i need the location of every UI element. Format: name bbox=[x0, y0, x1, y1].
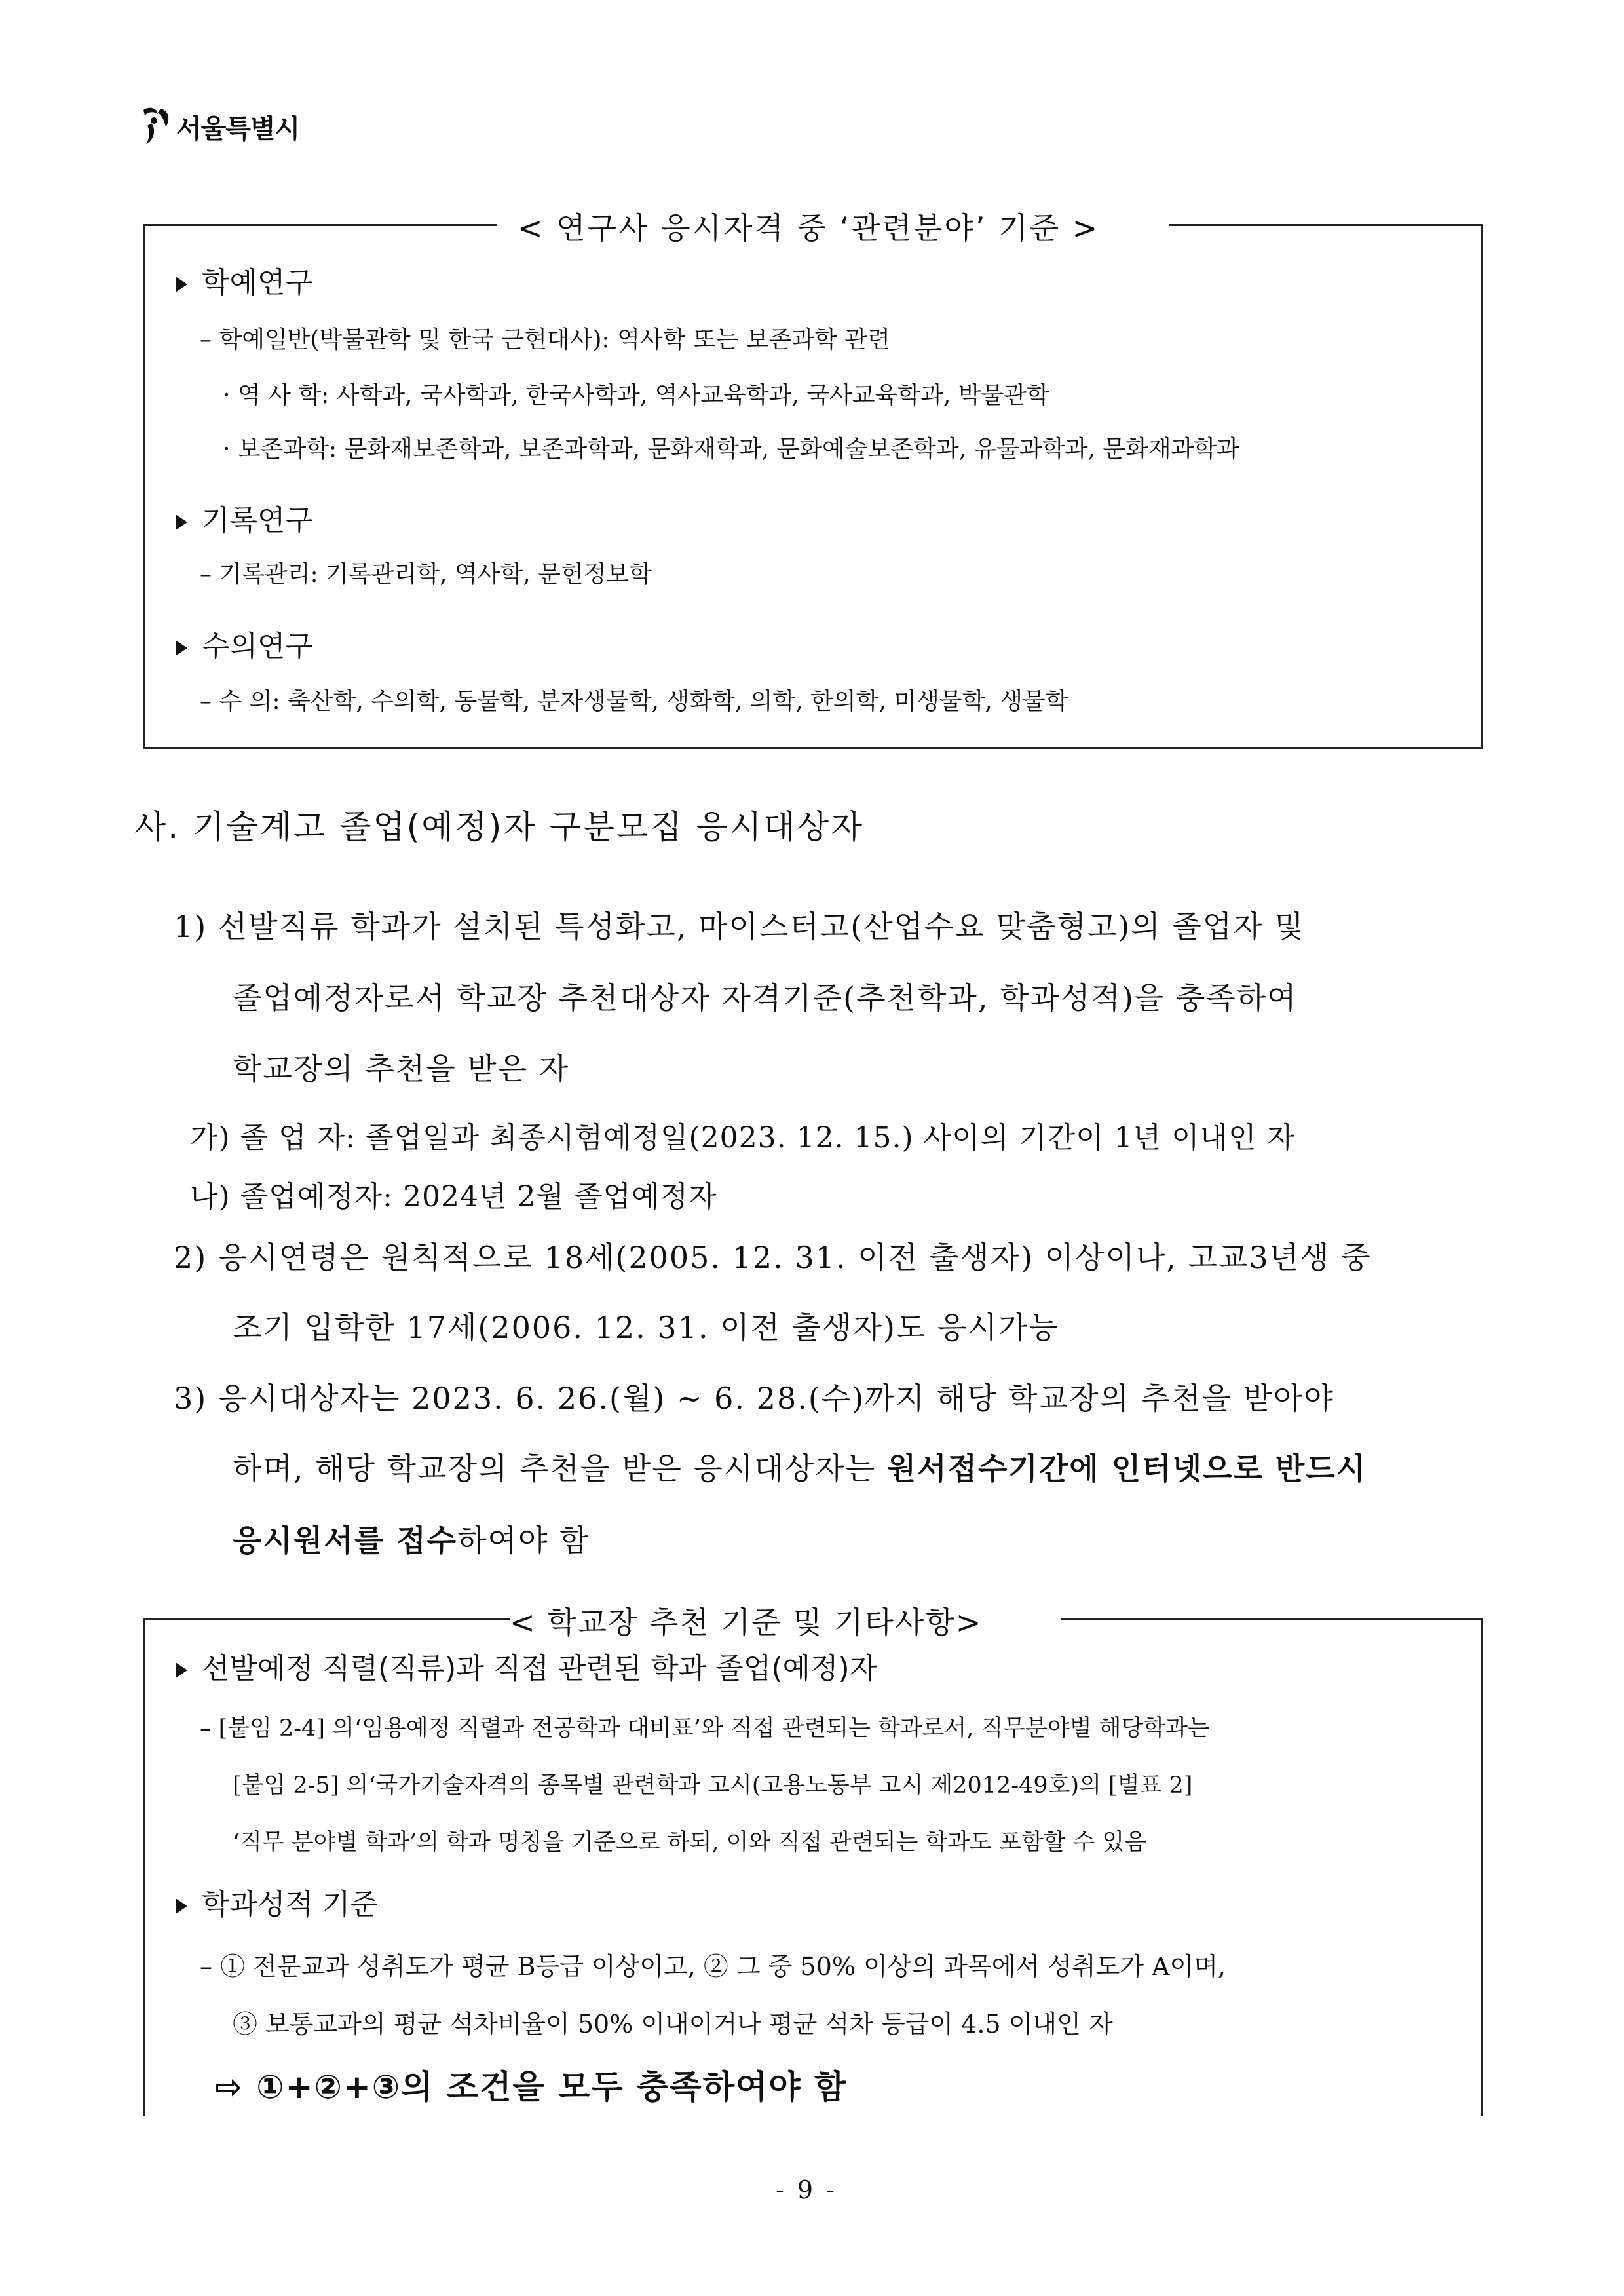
item3-emphasis: 응시원서를 접수 bbox=[233, 1523, 458, 1558]
box1-heading-veterinary: 수의연구 bbox=[176, 622, 313, 664]
triangle-bullet-icon bbox=[176, 514, 187, 530]
triangle-bullet-icon bbox=[176, 640, 187, 656]
recommendation-criteria-box bbox=[143, 1618, 1483, 2116]
page-number: - 9 - bbox=[776, 2175, 838, 2204]
box1-line: · 보존과학: 문화재보존학과, 보존과학과, 문화재학과, 문화예술보존학과, 유물과학과, 문화재과학과 bbox=[223, 436, 1239, 463]
box1-line: – 기록관리: 기록관리학, 역사학, 문헌정보학 bbox=[200, 561, 652, 588]
box1-line: – 학예일반(박물관학 및 한국 근현대사): 역사학 또는 보존과학 관련 bbox=[200, 326, 890, 353]
sub-item-na: 나) 졸업예정자: 2024년 2월 졸업예정자 bbox=[190, 1180, 717, 1214]
triangle-bullet-icon bbox=[176, 277, 187, 292]
item3-line3: 응시원서를 접수하여야 함 bbox=[233, 1523, 590, 1558]
section-title: 사. 기술계고 졸업(예정)자 구분모집 응시대상자 bbox=[134, 808, 865, 846]
item1-line2: 졸업예정자로서 학교장 추천대상자 자격기준(추천학과, 학과성적)을 충족하여 bbox=[233, 980, 1298, 1016]
box2-top-border-right bbox=[1061, 1618, 1481, 1620]
header-logo bbox=[134, 104, 299, 149]
box2-conclusion: ⇨ ①+②+③의 조건을 모두 충족하여야 함 bbox=[215, 2068, 848, 2106]
box1-heading-records: 기록연구 bbox=[176, 497, 313, 539]
box2-line: – [붙임 2-4] 의‘임용예정 직렬과 전공학과 대비표’와 직접 관련되는 학과로서, 직무분야별 해당학과는 bbox=[200, 1715, 1210, 1742]
box1-heading-curatorial: 학예연구 bbox=[176, 259, 313, 301]
box2-line: – ① 전문교과 성취도가 평균 B등급 이상이고, ② 그 중 50% 이상의 과목에서 성취도가 A이며, bbox=[200, 1952, 1226, 1981]
box2-line: ③ 보통교과의 평균 석차비율이 50% 이내이거나 평균 석차 등급이 4.5 이내인 자 bbox=[233, 2010, 1113, 2038]
item3-emphasis: 원서접수기간에 인터넷으로 반드시 bbox=[886, 1451, 1367, 1486]
box2-line: ‘직무 분야별 학과’의 학과 명칭을 기준으로 하되, 이와 직접 관련되는 학과도 포함할 수 있음 bbox=[233, 1829, 1147, 1856]
item2-line2: 조기 입학한 17세(2006. 12. 31. 이전 출생자)도 응시가능 bbox=[233, 1310, 1059, 1345]
box1-top-border-left bbox=[143, 224, 497, 226]
box1-top-border-right bbox=[1169, 224, 1481, 226]
org-name: 서울특별시 bbox=[176, 113, 300, 144]
box2-line: [붙임 2-5] 의‘국가기술자격의 종목별 관련학과 고시(고용노동부 고시 제2012-49호)의 [별표 2] bbox=[233, 1772, 1193, 1799]
item3-line2: 하며, 해당 학교장의 추천을 받은 응시대상자는 원서접수기간에 인터넷으로 반드시 bbox=[233, 1451, 1367, 1486]
item1-line3: 학교장의 추천을 받은 자 bbox=[233, 1051, 570, 1086]
qualification-criteria-box bbox=[143, 224, 1483, 749]
item1-line1: 1) 선발직류 학과가 설치된 특성화고, 마이스터고(산업수요 맞춤형고)의 졸업자 및 bbox=[174, 909, 1305, 944]
box2-top-border-left bbox=[143, 1618, 510, 1620]
box1-line: – 수 의: 축산학, 수의학, 동물학, 분자생물학, 생화학, 의학, 한의학, 미생물학, 생물학 bbox=[200, 688, 1068, 715]
item3-line1: 3) 응시대상자는 2023. 6. 26.(월) ~ 6. 28.(수)까지 해당 학교장의 추천을 받아야 bbox=[174, 1381, 1334, 1416]
box2-heading-grades: 학과성적 기준 bbox=[176, 1881, 378, 1923]
sub-item-ga: 가) 졸 업 자: 졸업일과 최종시험예정일(2023. 12. 15.) 사이의 기간이 1년 이내인 자 bbox=[190, 1121, 1296, 1155]
box2-heading-major: 선발예정 직렬(직류)과 직접 관련된 학과 졸업(예정)자 bbox=[176, 1645, 877, 1687]
item2-line1: 2) 응시연령은 원칙적으로 18세(2005. 12. 31. 이전 출생자) 이상이나, 고교3년생 중 bbox=[174, 1240, 1372, 1275]
box2-title: < 학교장 추천 기준 및 기타사항> bbox=[510, 1599, 982, 1642]
triangle-bullet-icon bbox=[176, 1898, 187, 1914]
seoul-logo-icon bbox=[134, 104, 174, 149]
box1-title: < 연구사 응시자격 중 ‘관련분야’ 기준 > bbox=[518, 204, 1099, 248]
triangle-bullet-icon bbox=[176, 1662, 187, 1678]
box1-line: · 역 사 학: 사학과, 국사학과, 한국사학과, 역사교육학과, 국사교육학과, 박물관학 bbox=[223, 382, 1049, 409]
